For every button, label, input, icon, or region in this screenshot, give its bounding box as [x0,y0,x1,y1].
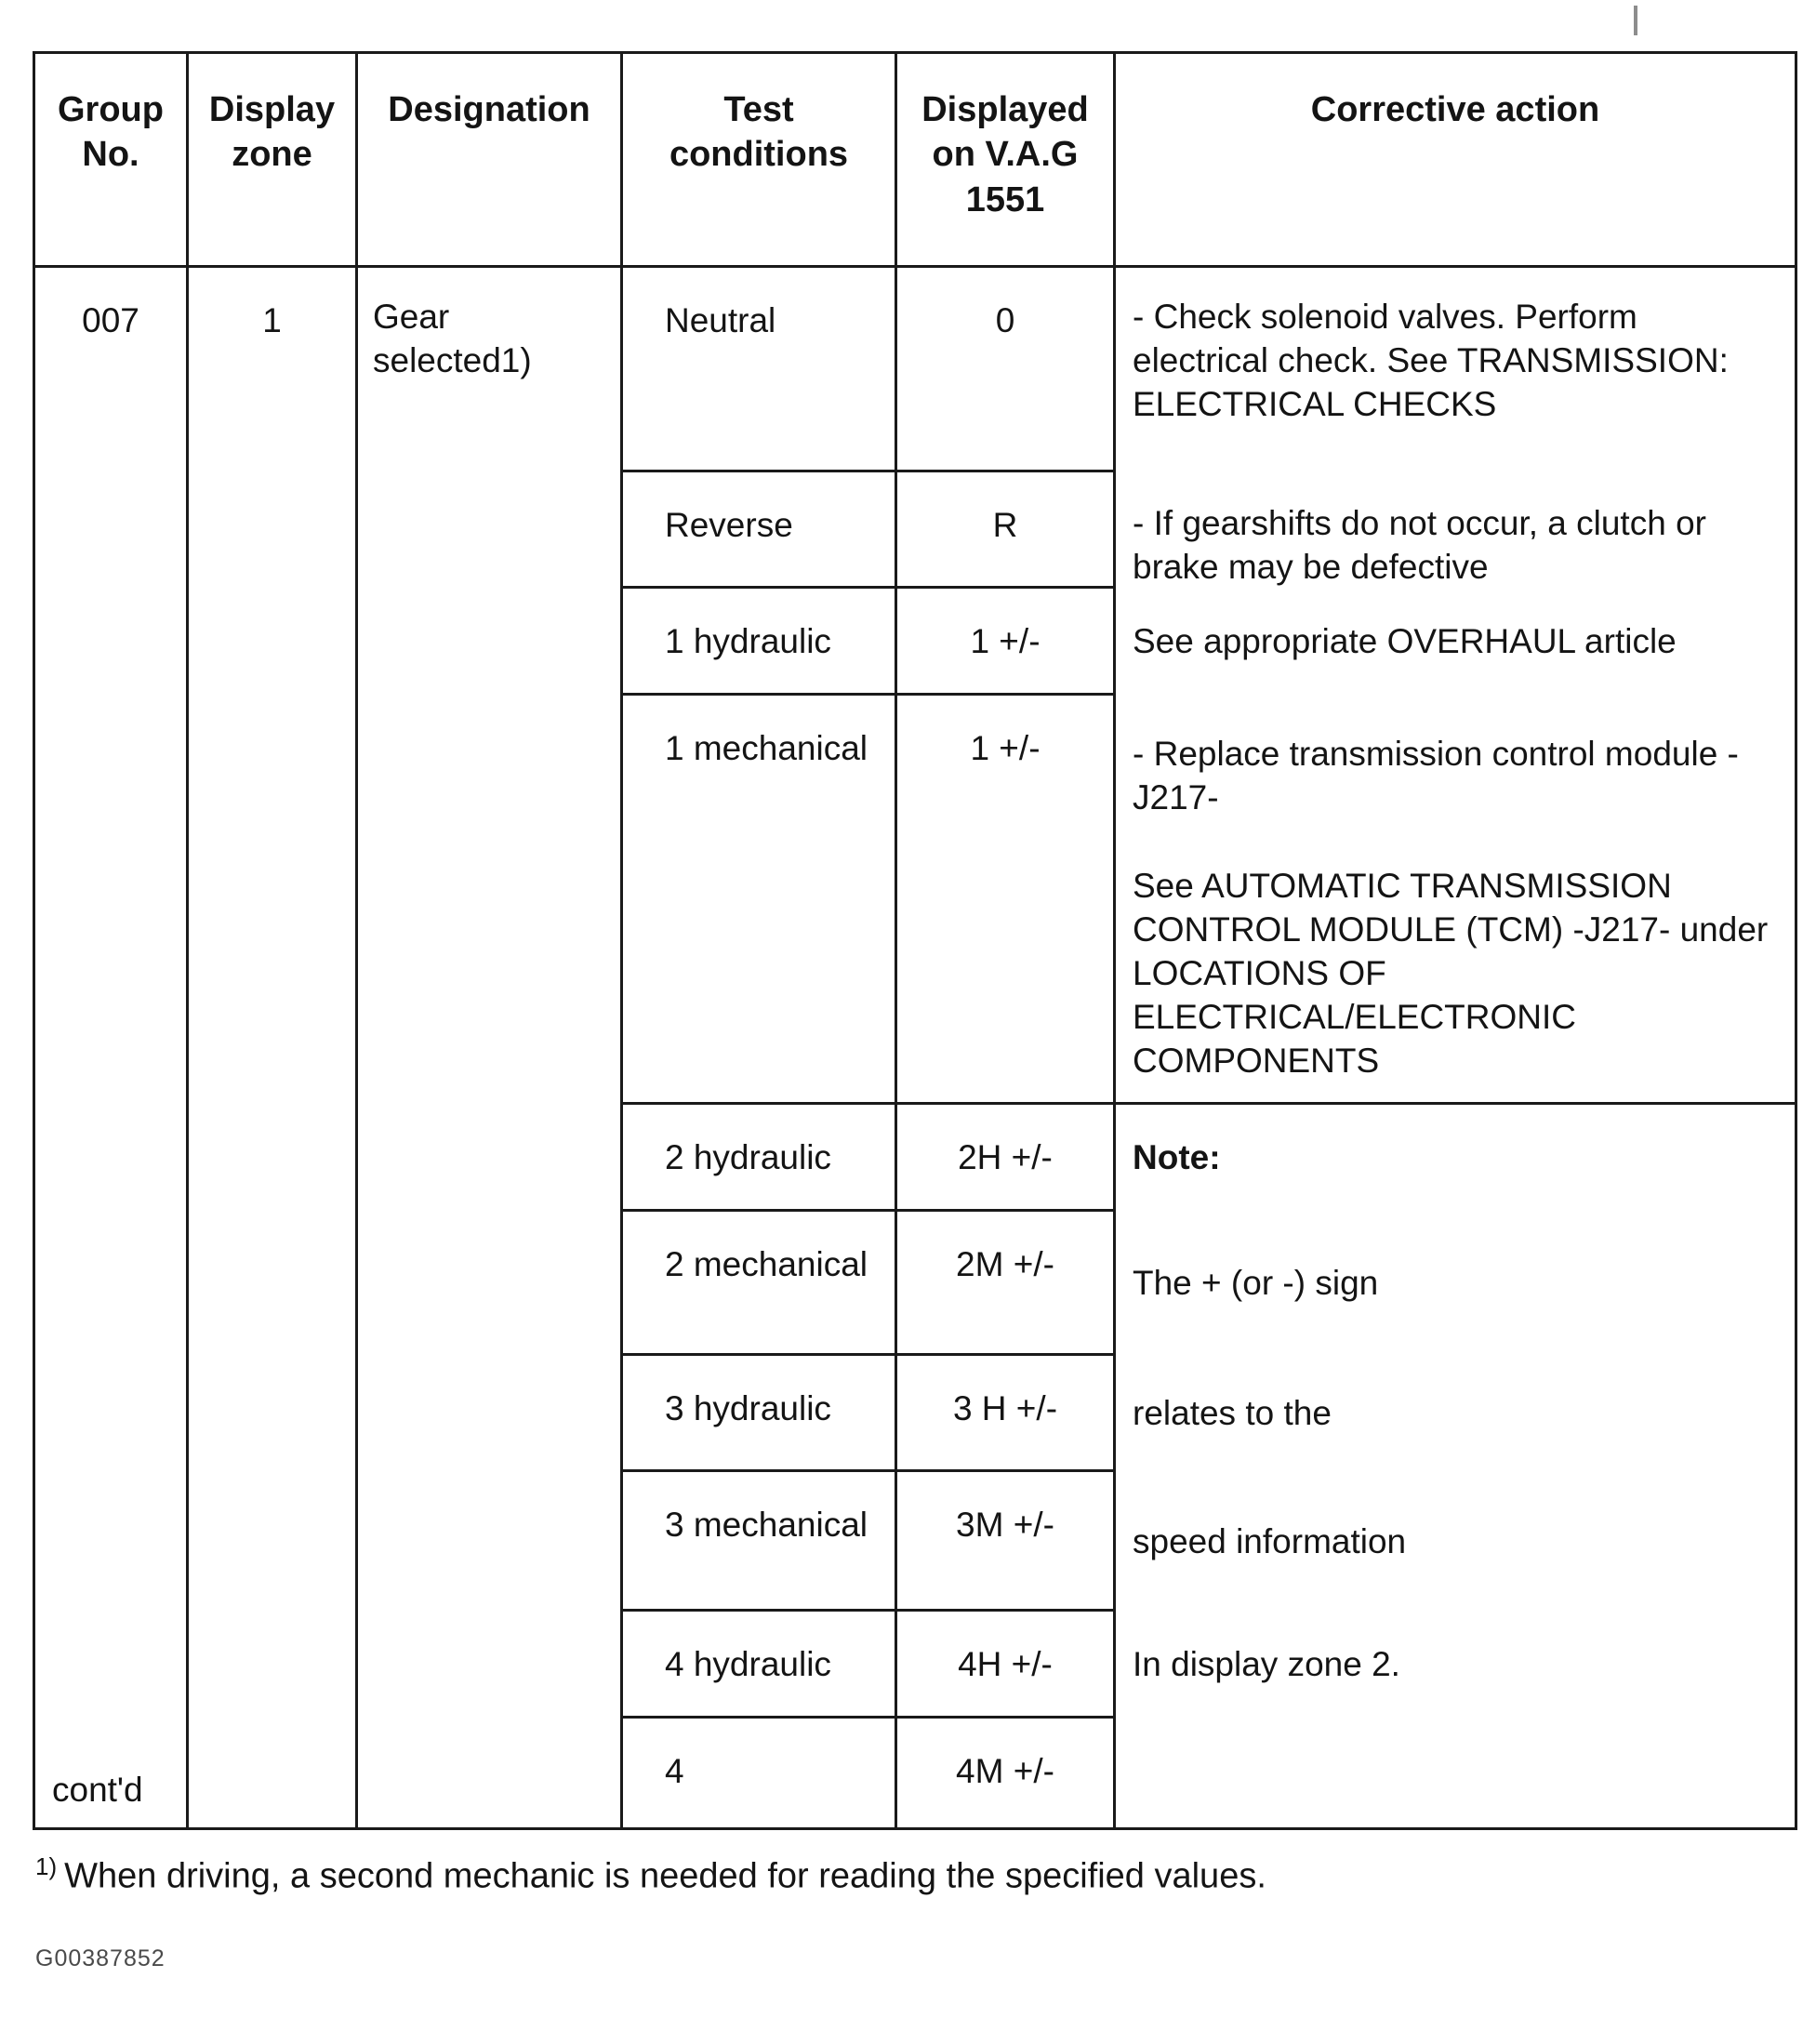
displayed-value-2-mechanical: 2M +/- [897,1212,1116,1356]
corrective-note-line1: The + (or -) sign [1133,1264,1379,1302]
header-cell-designation: Designation [358,54,623,268]
test-condition-3-mechanical: 3 mechanical [623,1472,897,1612]
display-zone-cell: 1 [189,268,358,1827]
corrective-action-upper-cell [1116,268,1795,1105]
displayed-value-2-hydraulic: 2H +/- [897,1105,1116,1212]
footnote-text: When driving, a second mechanic is needed for reading the specified values. [64,1856,1266,1896]
corrective-tcm-block [1133,696,1774,1102]
corrective-gearshifts: - If gearshifts do not occur, a clutch or brake may be defective [1133,504,1706,586]
test-condition-3-hydraulic: 3 hydraulic [623,1356,897,1472]
displayed-value-3-mechanical: 3M +/- [897,1472,1116,1612]
corrective-check-solenoid: - Check solenoid valves. Perform electrical check. See TRANSMISSION: ELECTRICAL CHECKS [1133,298,1729,423]
corrective-note-label: Note: [1133,1138,1221,1176]
test-condition-1-hydraulic: 1 hydraulic [623,589,897,696]
header-cell-group-no: Group No. [35,54,189,268]
displayed-value-4-hydraulic: 4H +/- [897,1612,1116,1719]
corrective-replace-tcm: - Replace transmission control module -J217- [1133,735,1739,816]
corrective-empty-region [1133,1719,1774,1827]
test-condition-2-hydraulic: 2 hydraulic [623,1105,897,1212]
corrective-overhaul: See appropriate OVERHAUL article [1133,622,1677,660]
corrective-note-line3: speed information [1133,1521,1407,1560]
group-no-value: 007 [82,301,139,339]
displayed-value-4: 4M +/- [897,1719,1116,1827]
displayed-value-neutral: 0 [897,268,1116,472]
scan-artifact-mark [1634,6,1637,35]
test-condition-1-mechanical: 1 mechanical [623,696,897,1105]
footnote-marker: 1) [35,1852,58,1880]
header-cell-test-conditions: Test conditions [623,54,897,268]
corrective-note-line2: relates to the [1133,1394,1332,1432]
corrective-action-lower-cell [1116,1105,1795,1827]
displayed-value-1-mechanical: 1 +/- [897,696,1116,1105]
figure-id: G00387852 [35,1945,166,1971]
displayed-value-reverse: R [897,472,1116,589]
diagnostic-table [33,51,1797,1830]
designation-cell: Gear selected1) [358,268,623,1827]
test-condition-4-hydraulic: 4 hydraulic [623,1612,897,1719]
group-no-cell [35,268,189,1827]
footnote [35,1852,1266,1897]
corrective-see-tcm: See AUTOMATIC TRANSMISSION CONTROL MODULE (TCM) -J217- under LOCATIONS OF ELECTRICAL/ELECTRONIC COMPONENTS [1133,866,1769,1080]
header-cell-displayed: Displayed on V.A.G 1551 [897,54,1116,268]
corrective-note-line4: In display zone 2. [1133,1645,1400,1683]
test-condition-neutral: Neutral [623,268,897,472]
displayed-value-3-hydraulic: 3 H +/- [897,1356,1116,1472]
header-cell-display-zone: Display zone [189,54,358,268]
contd-label: cont'd [52,1771,143,1810]
test-condition-4: 4 [623,1719,897,1827]
displayed-value-1-hydraulic: 1 +/- [897,589,1116,696]
header-cell-corrective-action: Corrective action [1116,54,1795,268]
test-condition-reverse: Reverse [623,472,897,589]
test-condition-2-mechanical: 2 mechanical [623,1212,897,1356]
